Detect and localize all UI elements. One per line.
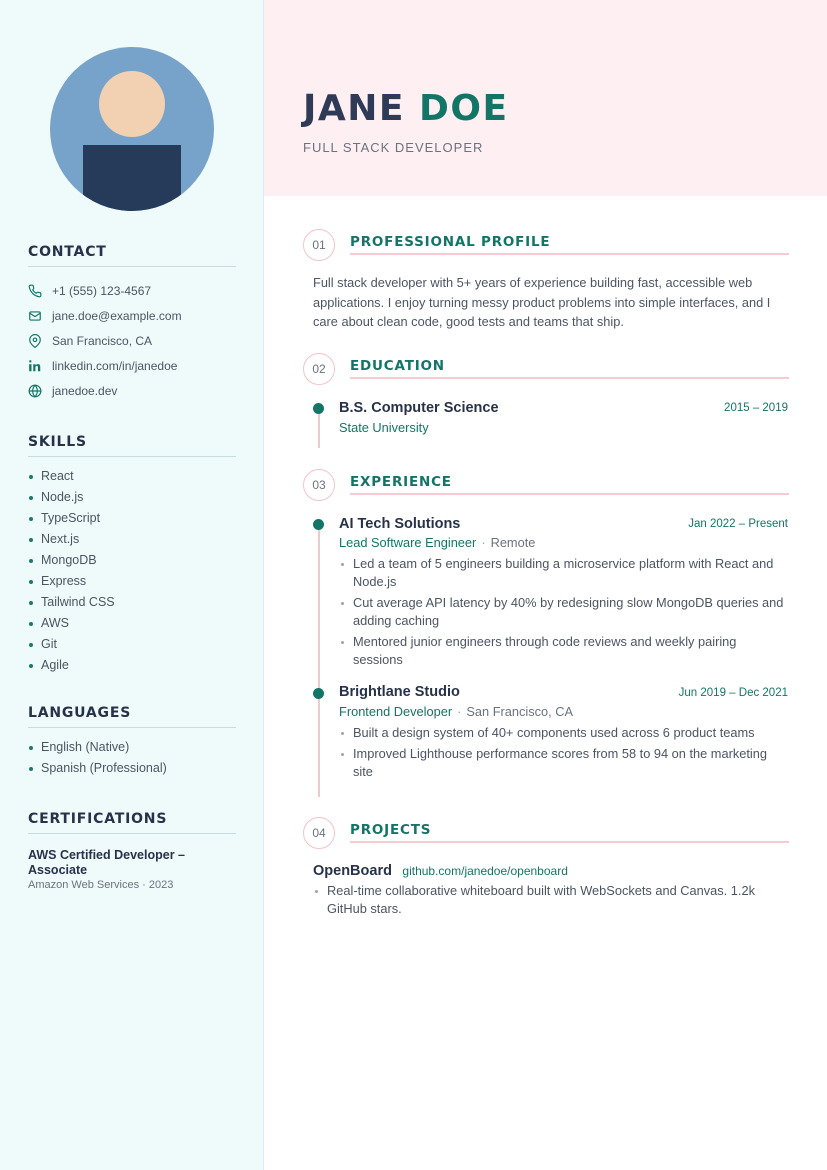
contact-phone[interactable]: [28, 278, 236, 303]
section-number: 01: [303, 229, 335, 261]
job-title: FULL STACK DEVELOPER: [303, 140, 484, 155]
skill-item: Tailwind CSS: [28, 595, 236, 616]
timeline-dot: [313, 403, 324, 414]
contact-website-text: janedoe.dev: [52, 383, 118, 398]
contact-title: CONTACT: [28, 244, 236, 267]
contact-website[interactable]: [28, 378, 236, 403]
job-bullet: Improved Lighthouse performance scores from 58 to 94 on the marketing site: [339, 745, 789, 781]
language-item: English (Native): [28, 740, 236, 761]
skills-section: [28, 434, 236, 679]
timeline-dot: [313, 688, 324, 699]
contact-location-text: San Francisco, CA: [52, 333, 153, 348]
globe-icon: [28, 384, 42, 398]
contact-email[interactable]: [28, 303, 236, 328]
sidebar: [0, 0, 264, 1170]
section-divider: [350, 493, 789, 495]
education-degree: B.S. Computer Science: [339, 400, 499, 416]
job-bullet: Mentored junior engineers through code reviews and weekly pairing sessions: [339, 633, 789, 669]
project-bullet: Real-time collaborative whiteboard built with WebSockets and Canvas. 1.2k GitHub stars.: [313, 882, 789, 918]
section-title: EDUCATION: [350, 358, 445, 374]
languages-list: [28, 740, 236, 782]
full-name: [303, 88, 509, 129]
skill-item: MongoDB: [28, 553, 236, 574]
mail-icon: [28, 309, 42, 323]
job-company: Brightlane Studio: [339, 684, 460, 700]
contact-linkedin-text: linkedin.com/in/janedoe: [52, 358, 178, 373]
certifications-title: CERTIFICATIONS: [28, 811, 236, 834]
linkedin-icon: [28, 359, 42, 373]
avatar-head: [99, 71, 165, 137]
location-icon: [28, 334, 42, 348]
section-divider: [350, 253, 789, 255]
section-divider: [350, 841, 789, 843]
section-title: PROFESSIONAL PROFILE: [350, 234, 551, 250]
project-name: OpenBoard: [313, 863, 392, 879]
job-role: Lead Software Engineer: [339, 535, 477, 550]
skill-item: Node.js: [28, 490, 236, 511]
separator-dot: ·: [457, 704, 462, 719]
skill-item: TypeScript: [28, 511, 236, 532]
contact-location: [28, 328, 236, 353]
education-dates: 2015 – 2019: [724, 402, 788, 414]
job-subtitle: [339, 704, 573, 719]
section-number: 02: [303, 353, 335, 385]
language-item: Spanish (Professional): [28, 761, 236, 782]
skill-item: Next.js: [28, 532, 236, 553]
section-education: [303, 353, 789, 385]
project-bullets: [313, 882, 789, 918]
profile-summary: Full stack developer with 5+ years of experience building fast, accessible web applications. I enjoy turning messy product problems into simple interfaces, and I care about clean code, good tests and teams that ship.: [313, 275, 771, 329]
languages-section: [28, 705, 236, 782]
section-number: 03: [303, 469, 335, 501]
separator-dot: ·: [481, 535, 486, 550]
avatar: [50, 47, 214, 211]
section-experience: [303, 469, 789, 501]
job-location: San Francisco, CA: [466, 704, 574, 719]
skills-list: [28, 469, 236, 679]
education-school: [339, 420, 429, 435]
section-title: PROJECTS: [350, 822, 432, 838]
job-bullets: [339, 724, 789, 784]
job-dates: Jun 2019 – Dec 2021: [678, 687, 788, 699]
contact-email-text: jane.doe@example.com: [52, 308, 182, 323]
last-name: DOE: [419, 88, 509, 129]
project-header: [313, 862, 568, 880]
job-role: Frontend Developer: [339, 704, 453, 719]
project-link[interactable]: github.com/janedoe/openboard: [402, 864, 568, 878]
school-name: State University: [339, 420, 429, 435]
section-profile: [303, 229, 789, 261]
contact-phone-text: +1 (555) 123-4567: [52, 283, 152, 298]
job-location: Remote: [490, 535, 536, 550]
job-bullet: Built a design system of 40+ components used across 6 product teams: [339, 724, 789, 742]
header: [264, 0, 827, 196]
cert-meta: Amazon Web Services · 2023: [28, 879, 174, 891]
job-bullet: Led a team of 5 engineers building a microservice platform with React and Node.js: [339, 555, 789, 591]
job-subtitle: [339, 535, 535, 550]
skill-item: React: [28, 469, 236, 490]
skill-item: Agile: [28, 658, 236, 679]
job-company: AI Tech Solutions: [339, 516, 461, 532]
job-bullets: [339, 555, 789, 672]
skill-item: Git: [28, 637, 236, 658]
cert-name: AWS Certified Developer – Associate: [28, 848, 185, 877]
section-divider: [350, 377, 789, 379]
job-bullet: Cut average API latency by 40% by redesigning slow MongoDB queries and adding caching: [339, 594, 789, 630]
skill-item: Express: [28, 574, 236, 595]
section-title: EXPERIENCE: [350, 474, 452, 490]
first-name: JANE: [303, 88, 405, 129]
section-projects: [303, 817, 789, 849]
job-dates: Jan 2022 – Present: [688, 518, 788, 530]
skills-title: SKILLS: [28, 434, 236, 457]
skill-item: AWS: [28, 616, 236, 637]
contact-linkedin[interactable]: [28, 353, 236, 378]
section-number: 04: [303, 817, 335, 849]
languages-title: LANGUAGES: [28, 705, 236, 728]
avatar-body: [83, 145, 181, 211]
timeline-dot: [313, 519, 324, 530]
phone-icon: [28, 284, 42, 298]
contact-section: [28, 244, 236, 403]
certifications-section: [28, 811, 236, 891]
experience-timeline: [318, 521, 320, 797]
